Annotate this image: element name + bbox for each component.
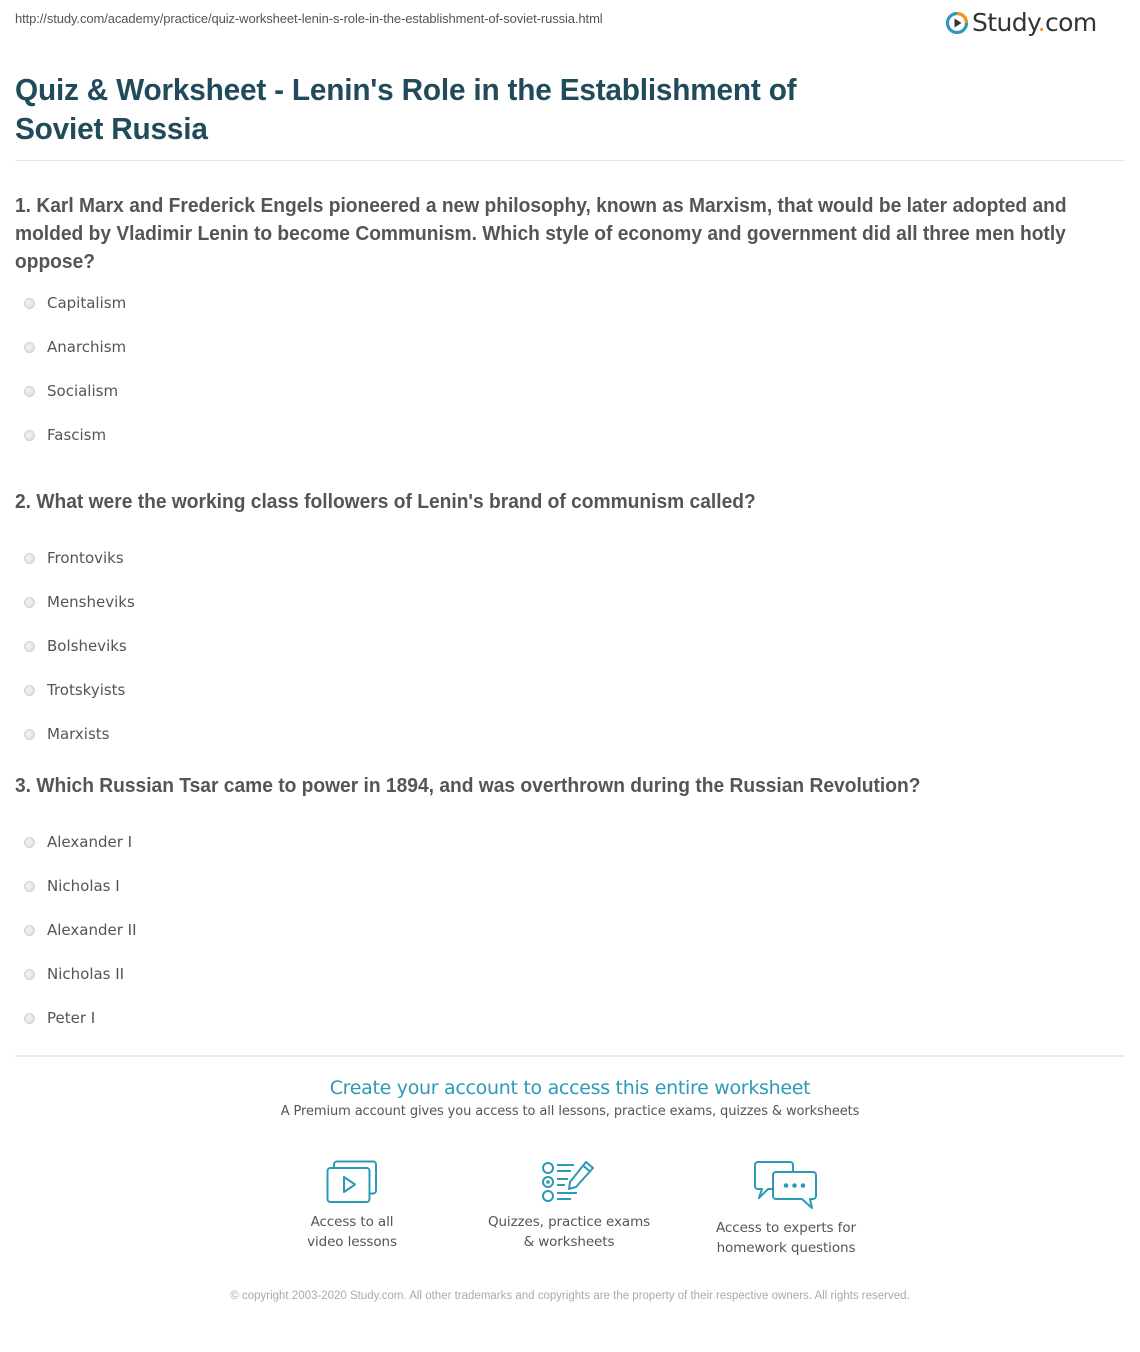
signup-cta	[0, 1077, 1140, 1119]
answer-label: Nicholas II	[47, 965, 125, 983]
answer-option[interactable]	[15, 281, 1125, 325]
question-text: 1. Karl Marx and Frederick Engels pioneered a new philosophy, known as Marxism, that would be later adopted and molded by Vladimir Lenin to become Communism. Which style of economy and government did all three men hotly oppose?	[15, 195, 1067, 273]
radio-button[interactable]	[24, 925, 35, 936]
answer-label: Frontoviks	[47, 549, 124, 567]
radio-button[interactable]	[24, 641, 35, 652]
feature-label-line2: & worksheets	[523, 1234, 615, 1250]
feature-label	[469, 1212, 669, 1252]
study-logo[interactable]	[945, 8, 1097, 37]
copyright-footer: © copyright 2003-2020 Study.com. All other trademarks and copyrights are the property of their respective owners. All rights reserved.	[230, 1290, 910, 1302]
answer-label: Socialism	[47, 382, 119, 400]
radio-button[interactable]	[24, 342, 35, 353]
answer-option[interactable]	[15, 820, 1125, 864]
cta-subtitle: A Premium account gives you access to all lessons, practice exams, quizzes & worksheets	[280, 1104, 860, 1119]
answer-option[interactable]	[15, 952, 1125, 996]
radio-button[interactable]	[24, 386, 35, 397]
question-1	[15, 192, 1125, 457]
feature-experts	[686, 1160, 886, 1258]
answer-label: Nicholas I	[47, 877, 120, 895]
radio-button[interactable]	[24, 685, 35, 696]
chat-bubbles-icon	[754, 1160, 818, 1210]
page-title: Quiz & Worksheet - Lenin's Role in the Establishment of Soviet Russia	[15, 72, 797, 146]
answer-option[interactable]	[15, 712, 1125, 756]
answer-label: Capitalism	[47, 294, 127, 312]
radio-button[interactable]	[24, 298, 35, 309]
logo-tld: com	[1044, 8, 1097, 37]
answer-option[interactable]	[15, 536, 1125, 580]
radio-button[interactable]	[24, 597, 35, 608]
play-circle-logo-icon	[945, 11, 969, 35]
answer-label: Marxists	[47, 725, 110, 743]
answer-list	[15, 536, 1125, 756]
feature-label-line2: video lessons	[307, 1234, 397, 1250]
radio-button[interactable]	[24, 969, 35, 980]
answer-option[interactable]	[15, 908, 1125, 952]
logo-name: Study	[972, 8, 1038, 37]
radio-button[interactable]	[24, 430, 35, 441]
radio-button[interactable]	[24, 837, 35, 848]
answer-label: Fascism	[47, 426, 107, 444]
answer-option[interactable]	[15, 864, 1125, 908]
question-text: 3. Which Russian Tsar came to power in 1894, and was overthrown during the Russian Revolution?	[15, 775, 921, 797]
page-url: http://study.com/academy/practice/quiz-worksheet-lenin-s-role-in-the-establishment-of-soviet-russia.html	[15, 11, 603, 26]
cta-title-link[interactable]: Create your account to access this entire worksheet	[329, 1077, 811, 1099]
answer-option[interactable]	[15, 996, 1125, 1040]
radio-button[interactable]	[24, 1013, 35, 1024]
feature-label-line1: Quizzes, practice exams	[487, 1214, 651, 1230]
title-divider	[15, 160, 1125, 161]
feature-label-line1: Access to all	[310, 1214, 394, 1230]
answer-option[interactable]	[15, 325, 1125, 369]
answer-option[interactable]	[15, 580, 1125, 624]
video-lessons-icon	[326, 1160, 378, 1204]
logo-wordmark	[972, 8, 1097, 37]
answer-list	[15, 820, 1125, 1040]
quiz-checklist-icon	[541, 1160, 597, 1204]
answer-list	[15, 281, 1125, 457]
feature-label-line2: homework questions	[716, 1240, 856, 1256]
radio-button[interactable]	[24, 881, 35, 892]
content-divider	[15, 1055, 1125, 1057]
feature-label	[686, 1218, 886, 1258]
answer-option[interactable]	[15, 624, 1125, 668]
answer-option[interactable]	[15, 413, 1125, 457]
answer-option[interactable]	[15, 668, 1125, 712]
feature-label-line1: Access to experts for	[716, 1220, 856, 1236]
answer-label: Mensheviks	[47, 593, 135, 611]
feature-video-lessons	[252, 1160, 452, 1252]
answer-label: Anarchism	[47, 338, 127, 356]
answer-label: Alexander I	[47, 833, 133, 851]
answer-label: Trotskyists	[47, 681, 126, 699]
question-3	[15, 772, 1125, 1040]
question-text: 2. What were the working class followers of Lenin's brand of communism called?	[15, 491, 756, 513]
logo-dot: .	[1037, 8, 1045, 37]
answer-option[interactable]	[15, 369, 1125, 413]
radio-button[interactable]	[24, 729, 35, 740]
feature-quizzes	[469, 1160, 669, 1252]
answer-label: Peter I	[47, 1009, 96, 1027]
answer-label: Bolsheviks	[47, 637, 127, 655]
radio-button[interactable]	[24, 553, 35, 564]
feature-label	[252, 1212, 452, 1252]
question-2	[15, 488, 1125, 756]
answer-label: Alexander II	[47, 921, 137, 939]
